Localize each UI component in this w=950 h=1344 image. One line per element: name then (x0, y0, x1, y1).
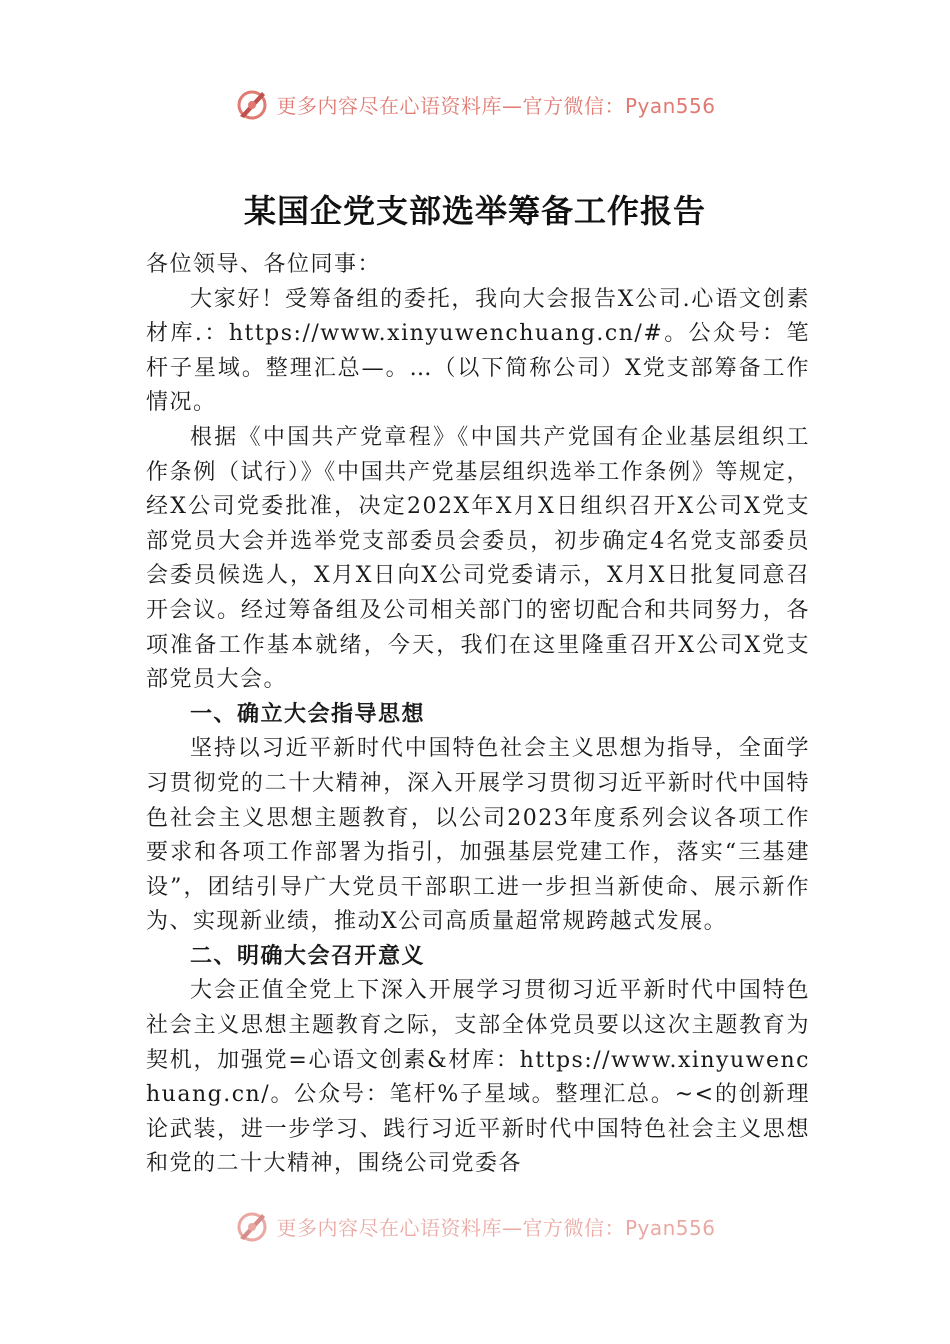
watermark-banner-bottom (0, 1206, 950, 1246)
section-heading-1: 一、确立大会指导思想 (190, 701, 426, 727)
pen-logo-icon (234, 1208, 270, 1244)
section-text-2: 大会正值全党上下深入开展学习贯彻习近平新时代中国特色社会主义思想主题教育之际，支部全体党员要以这次主题教育为契机，加强党=心语文创素&材库：https://www.xinyuwenchuang.cn/。公众号：笔杆%子星域。整理汇总。~<的创新理论武装，进一步学习、践行习近平新时代中国特色社会主义思想和党的二十大精神，围绕公司党委各 (146, 978, 810, 1177)
salutation: 各位领导、各位同事： (146, 252, 382, 277)
document-title: 某国企党支部选举筹备工作报告 (243, 192, 706, 230)
pen-logo-icon (234, 86, 270, 122)
watermark-banner-top (0, 84, 950, 124)
section-heading-2: 二、明确大会召开意义 (190, 943, 426, 969)
section-text-1: 坚持以习近平新时代中国特色社会主义思想为指导，全面学习贯彻党的二十大精神，深入开展学习贯彻习近平新时代中国特色社会主义思想主题教育，以公司2023年度系列会议各项工作要求和各项工作部署为指引，加强基层党建工作，落实“三基建设”，团结引导广大党员干部职工进一步担当新使命、展示新作为、实现新业绩，推动X公司高质量超常规跨越式发展。 (146, 736, 810, 935)
watermark-text-top: 更多内容尽在心语资料库—官方微信：Pyan556 (276, 93, 716, 118)
paragraph-intro: 大家好！受筹备组的委托，我向大会报告X公司.心语文创素材库.：https://www.xinyuwenchuang.cn/#。公众号：笔杆子星域。整理汇总—。…（以下简称公司）X党支部筹备工作情况。 (146, 286, 810, 416)
paragraph-basis: 根据《中国共产党章程》《中国共产党国有企业基层组织工作条例（试行）》《中国共产党基层组织选举工作条例》等规定，经X公司党委批准，决定202X年X月X日组织召开X公司X党支部党员大会并选举党支部委员会委员，初步确定4名党支部委员会委员候选人，X月X日向X公司党委请示，X月X日批复同意召开会议。经过筹备组及公司相关部门的密切配合和共同努力，各项准备工作基本就绪，今天，我们在这里隆重召开X公司X党支部党员大会。 (146, 424, 810, 693)
document-body (146, 248, 810, 1182)
watermark-text-bottom: 更多内容尽在心语资料库—官方微信：Pyan556 (276, 1215, 716, 1240)
